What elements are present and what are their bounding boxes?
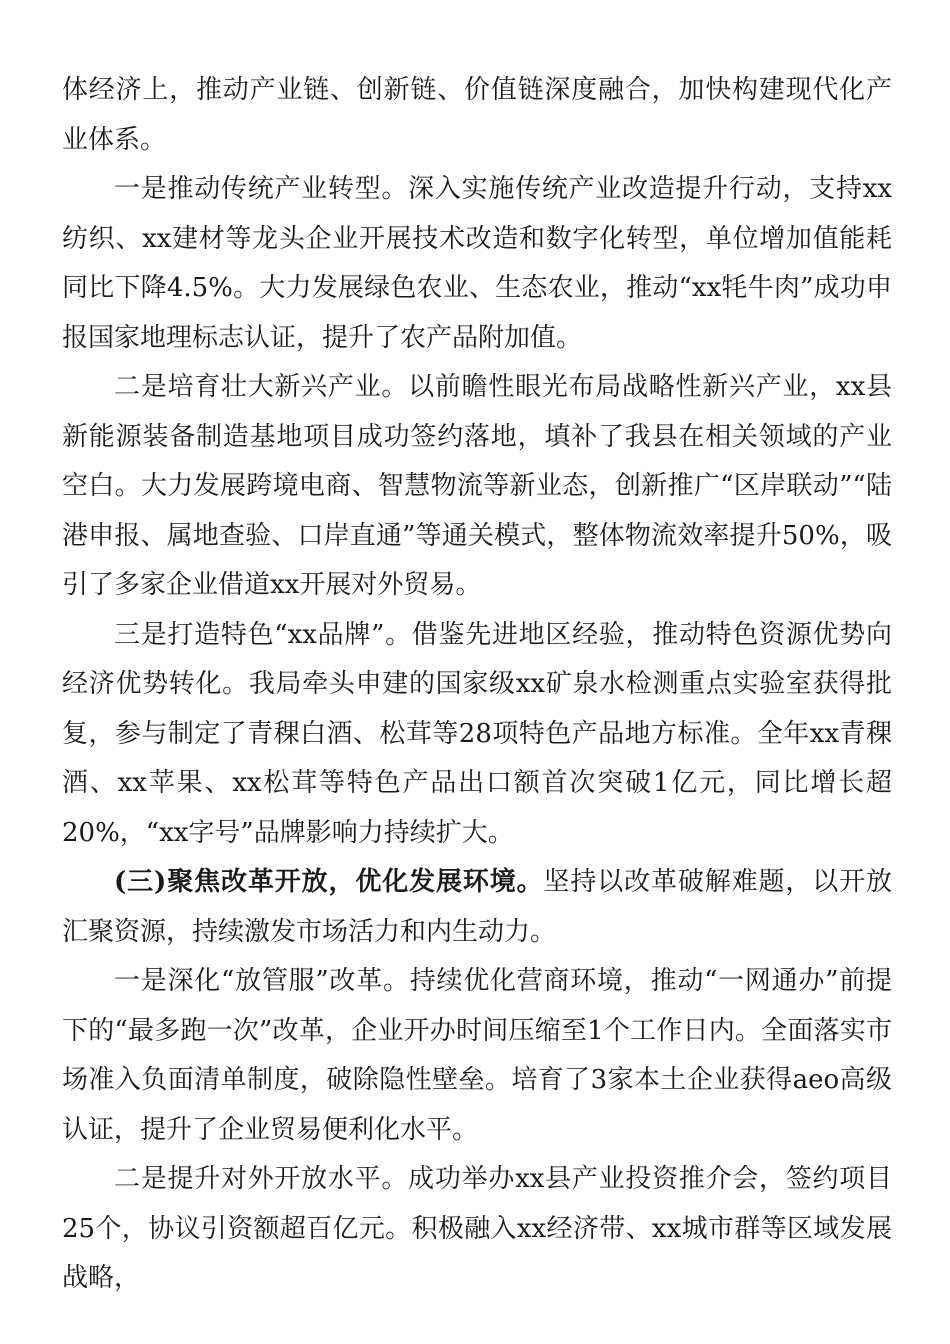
paragraph-emerging-industry [62,363,892,611]
paragraph-text: 二是培育壮大新兴产业。以前瞻性眼光布局战略性新兴产业，xx县新能源装备制造基地项目成功签约落地，填补了我县在相关领域的产业空白。大力发展跨境电商、智慧物流等新业态，创新推广“区岸联动”“陆港申报、属地查验、口岸直通”等通关模式，整体物流效率提升50%，吸引了多家企业借道xx开展对外贸易。 [62,372,892,600]
paragraph-reform [62,957,892,1155]
paragraph-traditional-industry [62,165,892,363]
paragraph-opening-up [62,1155,892,1304]
paragraph-section-heading [62,858,892,957]
paragraph-text: 一是深化“放管服”改革。持续优化营商环境，推动“一网通办”前提下的“最多跑一次”改革，企业开办时间压缩至1个工作日内。全面落实市场准入负面清单制度，破除隐性壁垒。培育了3家本土企业获得aeo高级认证，提升了企业贸易便利化水平。 [62,966,892,1145]
paragraph-continued [62,66,892,165]
paragraph-brand [62,611,892,859]
section-heading: (三)聚焦改革开放，优化发展环境。 [114,867,544,897]
paragraph-text: 三是打造特色“xx品牌”。借鉴先进地区经验，推动特色资源优势向经济优势转化。我局牵头申建的国家级xx矿泉水检测重点实验室获得批复，参与制定了青稞白酒、松茸等28项特色产品地方标准。全年xx青稞酒、xx苹果、xx松茸等特色产品出口额首次突破1亿元，同比增长超20%，“xx字号”品牌影响力持续扩大。 [62,619,892,848]
paragraph-text: 坚持以改革破解难题，以开放汇聚资源，持续激发市场活力和内生动力。 [62,867,892,947]
paragraph-text: 二是提升对外开放水平。成功举办xx县产业投资推介会，签约项目25个，协议引资额超百亿元。积极融入xx经济带、xx城市群等区域发展战略， [62,1164,892,1293]
document-body [62,66,892,1304]
paragraph-text: 一是推动传统产业转型。深入实施传统产业改造提升行动，支持xx纺织、xx建材等龙头企业开展技术改造和数字化转型，单位增加值能耗同比下降4.5%。大力发展绿色农业、生态农业，推动“xx牦牛肉”成功申报国家地理标志认证，提升了农产品附加值。 [62,174,892,353]
paragraph-text: 体经济上，推动产业链、创新链、价值链深度融合，加快构建现代化产业体系。 [62,75,892,155]
